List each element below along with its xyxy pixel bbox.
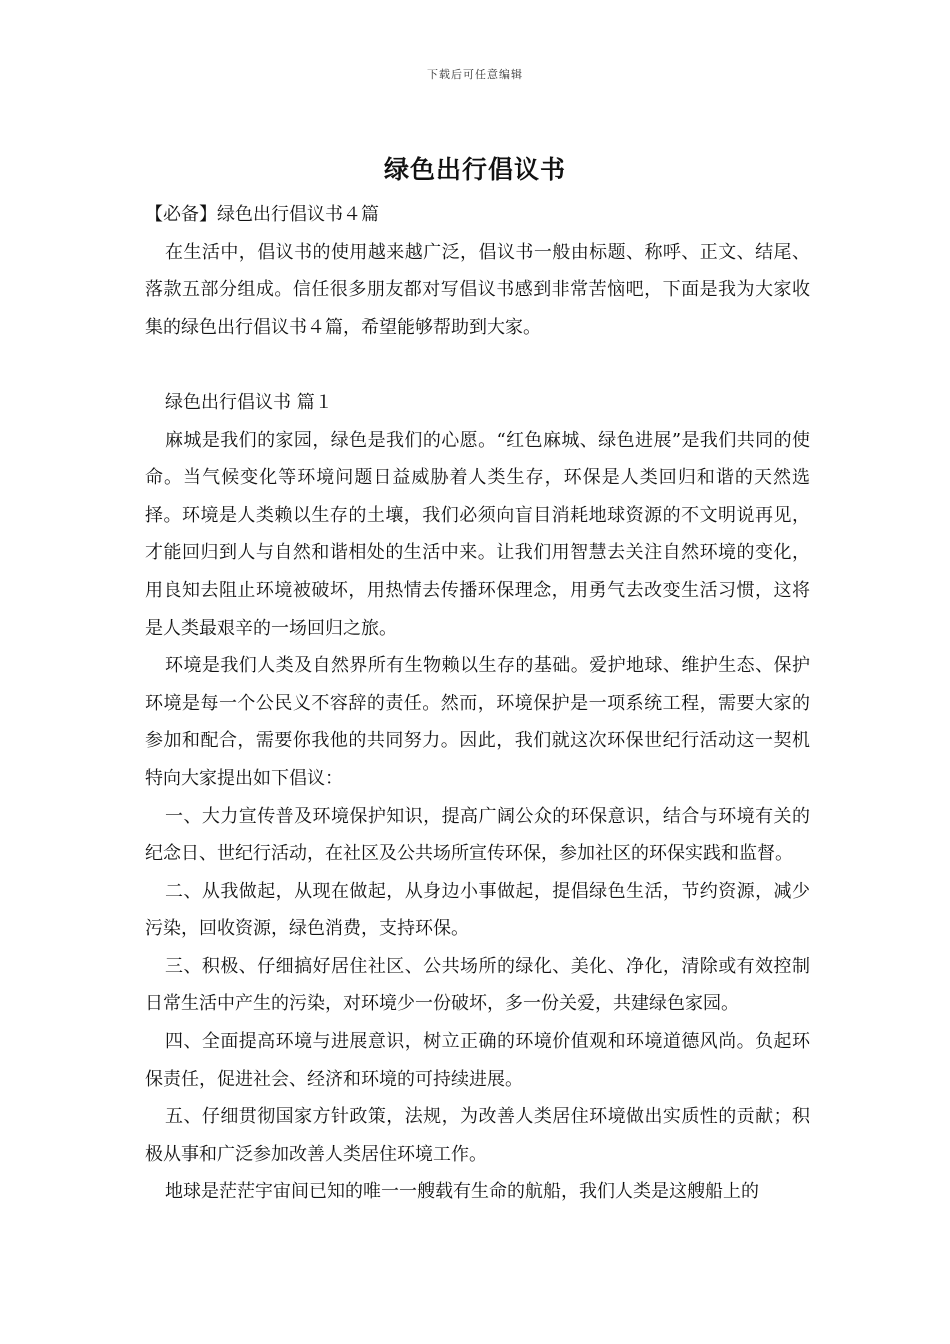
proposal-item-2: 二、从我做起，从现在做起，从身边小事做起，提倡绿色生活，节约资源，减少污染，回收资源，绿色消费，支持环保。 [145,880,810,940]
body-paragraph: 环境是我们人类及自然界所有生物赖以生存的基础。爱护地球、维护生态、保护环境是每一个公民义不容辞的责任。然而，环境保护是一项系统工程，需要大家的参加和配合，需要你我他的共同努力。因此，我们就这次环保世纪行活动这一契机特向大家提出如下倡议： [145,655,810,789]
blank-line [145,346,810,384]
proposal-item-5: 五、仔细贯彻国家方针政策，法规，为改善人类居住环境做出实质性的贡献；积极从事和广泛参加改善人类居住环境工作。 [145,1106,810,1165]
proposal-item-4: 四、全面提高环境与进展意识，树立正确的环境价值观和环境道德风尚。负起环保责任，促进社会、经济和环境的可持续进展。 [145,1031,810,1090]
body-paragraph: 麻城是我们的家园，绿色是我们的心愿。“红色麻城、绿色进展”是我们共同的使命。当气候变化等环境问题日益威胁着人类生存，环保是人类回归和谐的天然选择。环境是人类赖以生存的土壤，我们必须向盲目消耗地球资源的不文明说再见，才能回归到人与自然和谐相处的生活中来。让我们用智慧去关注自然环境的变化，用良知去阻止环境被破坏，用热情去传播环保理念，用勇气去改变生活习惯，这将是人类最艰辛的一场回归之旅。 [145,429,810,639]
document-body [145,196,810,1211]
proposal-item-1: 一、大力宣传普及环境保护知识，提高广阔公众的环保意识，结合与环境有关的纪念日、世纪行活动，在社区及公共场所宣传环保，参加社区的环保实践和监督。 [145,805,810,865]
document-title: 绿色出行倡议书 [383,155,566,184]
intro-paragraph: 在生活中，倡议书的使用越来越广泛，倡议书一般由标题、称呼、正文、结尾、落款五部分组成。信任很多朋友都对写倡议书感到非常苦恼吧，下面是我为大家收集的绿色出行倡议书４篇，希望能够帮助到大家。 [145,241,810,338]
body-paragraph: 地球是茫茫宇宙间已知的唯一一艘载有生命的航船，我们人类是这艘船上的 [165,1181,759,1203]
proposal-item-3: 三、积极、仔细搞好居住社区、公共场所的绿化、美化、净化，清除或有效控制日常生活中产生的污染，对环境少一份破坏，多一份关爱，共建绿色家园。 [145,955,810,1015]
document-subtitle: 【必备】绿色出行倡议书４篇 [145,204,379,225]
header-note: 下载后可任意编辑 [427,68,523,81]
section-heading: 绿色出行倡议书 篇１ [165,391,333,413]
